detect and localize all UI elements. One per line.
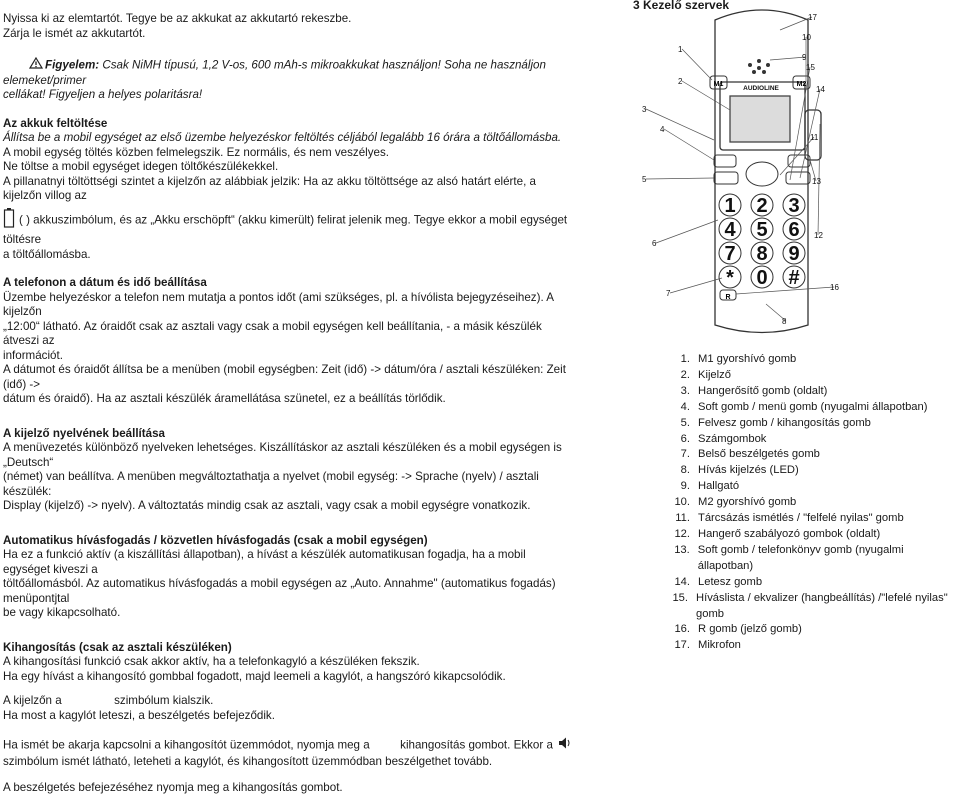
legend-item <box>660 463 960 479</box>
keypad-label-6: 6 <box>788 219 800 241</box>
text-line: A beszélgetés befejezéséhez nyomja meg a kihangosítás gombot. <box>3 781 343 794</box>
legend-number: 8. <box>680 464 690 477</box>
legend-number: 6. <box>680 432 690 445</box>
legend-number: 11. <box>675 512 690 525</box>
keypad-label-2: 2 <box>756 195 768 217</box>
text-line: Nyissa ki az elemtartót. Tegye be az akkukat az akkutartó rekeszbe. <box>3 12 352 25</box>
callout-line <box>646 109 714 140</box>
callout-number: 15 <box>806 63 815 72</box>
warning-triangle-icon <box>29 57 43 74</box>
keypad-label-8: 8 <box>756 243 768 265</box>
legend-text: R gomb (jelző gomb) <box>698 623 802 636</box>
callout-number: 11 <box>810 133 819 142</box>
warning-text-2: cellákat! Figyeljen a helyes polaritásra! <box>3 88 203 101</box>
legend-text: Hangerősítő gomb (oldalt) <box>698 384 828 397</box>
text-line: A mobil egység töltés közben felmelegszik. Ez normális, és nem veszélyes. <box>3 145 389 159</box>
text-fragment: szimbólum kialszik. <box>114 694 214 707</box>
legend-number: 9. <box>680 480 690 493</box>
warning-label: Figyelem: <box>45 58 100 72</box>
callout-line <box>770 57 806 60</box>
text-line: A dátumot és óraidőt állítsa be a menüben (mobil egységben: Zeit (idő) -> dátum/óra / asztali készüléken: Zeit (idő) -> <box>3 363 566 391</box>
callout-number: 3 <box>642 105 647 114</box>
text-line: információt. <box>3 348 63 362</box>
callout-line <box>646 178 714 179</box>
legend-item <box>660 495 960 511</box>
legend-item <box>660 368 960 384</box>
callout-number: 14 <box>816 85 825 94</box>
text-line <box>3 694 575 709</box>
text-fragment: Ha ismét be akarja kapcsolni a kihangosítót üzemmódot, nyomja meg a <box>3 738 370 752</box>
legend-item <box>660 479 960 495</box>
warning-text: Csak NiMH típusú, 1,2 V-os, 600 mAh-s mikroakkukat használjon! Soha ne használjon elemeket/primer <box>3 58 546 87</box>
text-line: Ha ez a funkció aktív (a kiszállítási állapotban), a hívást a készülék automatikusan fogadja, ha a mobil egységet kiveszi a <box>3 548 526 576</box>
callout-number: 17 <box>808 13 817 22</box>
section-heading: Az akkuk feltöltése <box>3 116 108 130</box>
callout-line <box>670 278 722 293</box>
hangup-button[interactable] <box>786 172 810 184</box>
callout-number: 16 <box>830 283 839 292</box>
display-screen <box>730 96 790 142</box>
text-line <box>3 207 575 248</box>
legend-text: M2 gyorshívó gomb <box>698 496 797 509</box>
section-heading: Kihangosítás (csak az asztali készüléken) <box>3 640 232 654</box>
legend-item <box>660 447 960 463</box>
legend-number: 2. <box>680 368 690 381</box>
legend-item <box>660 527 960 543</box>
keypad-label-hash: # <box>788 267 800 289</box>
callout-number: 9 <box>802 53 807 62</box>
phone-diagram <box>630 0 960 340</box>
legend-text: Számgombok <box>698 432 767 445</box>
controls-legend <box>660 352 960 654</box>
text-line: Állítsa be a mobil egységet az első üzembe helyezéskor feltöltés céljából legalább 16 órára a töltőállomásba. <box>3 131 562 144</box>
callout-number: 12 <box>814 231 823 240</box>
legend-item <box>660 591 960 623</box>
soft-key-left[interactable] <box>714 155 736 167</box>
legend-number: 7. <box>680 448 690 461</box>
text-line: Üzembe helyezéskor a telefon nem mutatja a pontos időt (ami szükséges, pl. a hívólista bejegyzéseihez). A kijelzőn <box>3 290 554 318</box>
text-fragment: A kijelzőn a <box>3 694 62 707</box>
callout-number: 10 <box>802 33 811 42</box>
callout-line <box>664 129 714 160</box>
speaker-symbol-icon <box>558 736 572 755</box>
legend-item <box>660 400 960 416</box>
legend-item <box>660 511 960 527</box>
text-line: töltőállomásból. Az automatikus hívásfogadás a mobil egységen az „Auto. Annahme" (automatikus fogadás) menüpontjtal <box>3 577 556 605</box>
callout-number: 7 <box>666 289 671 298</box>
section-heading: A telefonon a dátum és idő beállítása <box>3 276 207 289</box>
text-line: be vagy kikapcsolható. <box>3 606 121 619</box>
legend-text: Híváslista / ekvalizer (hangbeállítás) /"lefelé nyilas" gomb <box>696 591 948 620</box>
legend-text: Mikrofon <box>698 639 741 652</box>
text-line: A menüvezetés különböző nyelveken lehetséges. Kiszállításkor az asztali készüléken és a mobil egységen is „Deutsch“ <box>3 441 562 469</box>
legend-text: Belső beszélgetés gomb <box>698 448 820 461</box>
callout-number: 6 <box>652 239 657 248</box>
battery-icon <box>3 207 15 234</box>
text-line: „12:00“ látható. Az óraidőt csak az asztali vagy csak a mobil egységen kell beállítania, - a másik készülék átveszi az <box>3 319 542 347</box>
legend-item <box>660 543 960 575</box>
section-title: 3 Kezelő szervek <box>633 0 730 12</box>
legend-text: Hallgató <box>698 480 740 493</box>
legend-text: Felvesz gomb / kihangosítás gomb <box>698 416 871 429</box>
text-line: dátum és óraidő). Ha az asztali készülék áramellátása szünetel, ez a beállítás törlődik. <box>3 392 446 405</box>
battery-text: ( ) akkuszimbólum, és az „Akku erschöpft“ (akku kimerült) felirat jelenik meg. Tegye ekkor a mobil egységet töltésre <box>3 212 568 246</box>
keypad-label-9: 9 <box>788 243 800 265</box>
callout-line <box>682 49 712 80</box>
earpiece-icon <box>748 59 770 74</box>
legend-item <box>660 384 960 400</box>
callout-number: 8 <box>782 317 787 326</box>
callout-line <box>736 287 834 294</box>
text-line: Ne töltse a mobil egységet idegen töltőkészülékekkel. <box>3 160 279 173</box>
keypad-label-5: 5 <box>756 219 768 241</box>
legend-number: 17. <box>674 639 690 652</box>
legend-number: 10. <box>674 496 690 509</box>
nav-key[interactable] <box>746 162 778 186</box>
legend-number: 16. <box>674 623 690 636</box>
legend-text: Hangerő szabályozó gombok (oldalt) <box>698 527 881 540</box>
legend-number: 13. <box>674 543 690 556</box>
text-line: Ha most a kagylót leteszi, a beszélgetés befejeződik. <box>3 708 275 722</box>
m2-label: M2 <box>796 81 807 88</box>
text-line: a töltőállomásba. <box>3 247 91 261</box>
legend-item <box>660 638 960 654</box>
keypad-label-star: * <box>726 267 734 289</box>
legend-number: 12. <box>674 527 690 540</box>
warning-line <box>3 57 575 88</box>
keypad-label-0: 0 <box>756 267 768 289</box>
legend-item <box>660 622 960 638</box>
text-line <box>3 736 575 755</box>
legend-item <box>660 575 960 591</box>
callout-number: 5 <box>642 175 647 184</box>
legend-text: Kijelző <box>698 368 731 381</box>
m1-label: M1 <box>713 81 724 88</box>
callout-number: 1 <box>678 45 683 54</box>
keypad-label-4: 4 <box>724 219 736 241</box>
callout-number: 2 <box>678 77 683 86</box>
keypad-label-7: 7 <box>724 243 736 265</box>
legend-text: Soft gomb / menü gomb (nyugalmi állapotban) <box>698 400 928 413</box>
legend-text: Soft gomb / telefonkönyv gomb (nyugalmi állapotban) <box>697 543 904 572</box>
legend-item <box>660 352 960 368</box>
text-line: A kihangosítási funkció csak akkor aktív, ha a telefonkagyló a készüléken fekszik. <box>3 655 420 668</box>
text-line: Ha egy hívást a kihangosító gombbal fogadott, majd leemeli a kagylót, a hangszóró kikapcsolódik. <box>3 669 506 683</box>
text-fragment: kihangosítás gombot. Ekkor a <box>400 738 553 752</box>
soft-key-right[interactable] <box>788 155 810 167</box>
text-line: A pillanatnyi töltöttségi szintet a kijelzőn az alábbiak jelzik: Ha az akku töltöttsége az alsó határt elérte, a kijelzőn villog az <box>3 174 536 202</box>
legend-text: Tárcsázás ismétlés / "felfelé nyilas" gomb <box>698 512 904 525</box>
text-line: Display (kijelző) -> nyelv). A változtatás mindig csak az asztali, vagy csak a mobil egységre vonatkozik. <box>3 499 531 512</box>
brand-label: AUDIOLINE <box>743 85 779 92</box>
legend-number: 3. <box>680 384 690 397</box>
text-line: Zárja le ismét az akkutartót. <box>3 26 146 40</box>
manual-text-column <box>3 12 575 796</box>
callout-number: 13 <box>812 177 821 186</box>
section-heading: A kijelző nyelvének beállítása <box>3 426 165 440</box>
legend-item <box>660 416 960 432</box>
r-label: R <box>725 294 731 301</box>
legend-text: Letesz gomb <box>698 575 763 588</box>
legend-item <box>660 432 960 448</box>
controls-panel <box>630 0 960 653</box>
text-line: szimbólum ismét látható, leteheti a kagylót, és kihangosított üzemmódban beszélgethet tovább. <box>3 754 493 768</box>
legend-number: 15. <box>672 591 688 604</box>
legend-number: 1. <box>680 353 690 365</box>
callout-number: 4 <box>660 125 665 134</box>
callout-line <box>656 220 718 243</box>
call-button[interactable] <box>714 172 738 184</box>
section-heading: Automatikus hívásfogadás / közvetlen hívásfogadás (csak a mobil egységen) <box>3 533 428 547</box>
legend-number: 4. <box>680 400 690 413</box>
keypad-label-1: 1 <box>724 195 736 217</box>
legend-number: 5. <box>680 416 690 429</box>
legend-number: 14. <box>674 575 690 588</box>
legend-text: M1 gyorshívó gomb <box>698 353 797 365</box>
keypad-label-3: 3 <box>788 195 800 217</box>
legend-text: Hívás kijelzés (LED) <box>698 464 799 477</box>
text-line: (német) van beállítva. A menüben megváltoztathatja a nyelvet (mobil egység: -> Sprache (nyelv) / asztali készülék: <box>3 470 539 498</box>
